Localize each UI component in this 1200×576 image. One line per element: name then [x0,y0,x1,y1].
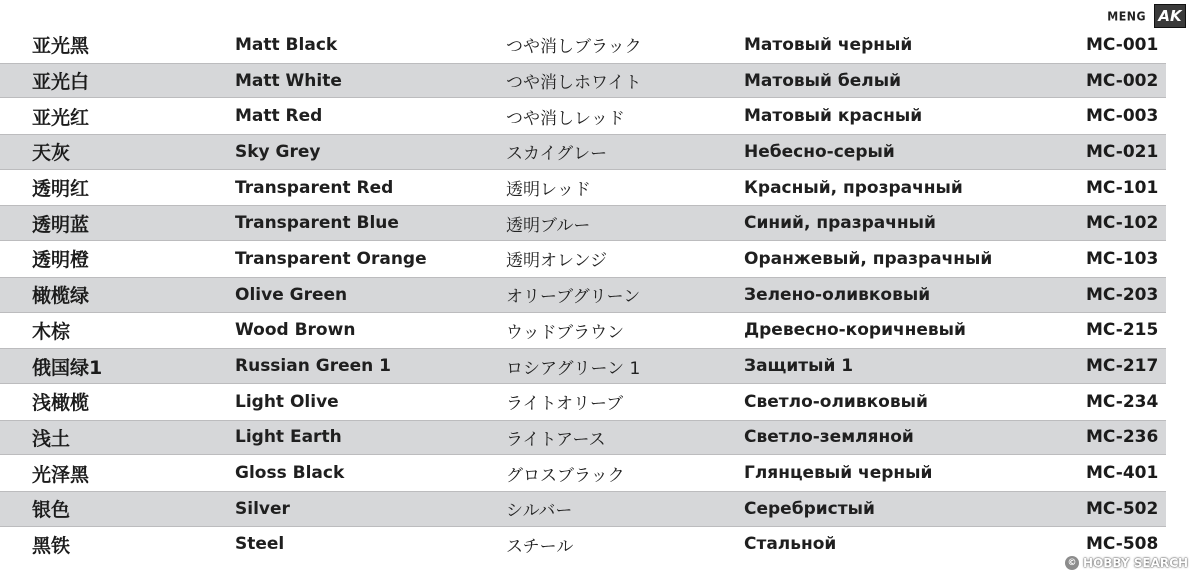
japanese-name: 透明レッド [506,180,591,201]
japanese-name: つや消しブラック [506,37,642,58]
japanese-name: ライトオリーブ [506,394,624,415]
meng-logo: MENG [1107,8,1146,24]
english-name: Light Earth [235,427,342,448]
product-code: MC-236 [1086,427,1159,448]
table-row [0,348,1166,384]
table-row [0,170,1200,206]
table-row [0,27,1200,63]
product-code: MC-021 [1086,141,1159,162]
product-code: MC-001 [1086,34,1159,55]
product-code: MC-003 [1086,106,1159,127]
japanese-name: 透明ブルー [506,215,591,236]
english-name: Matt White [235,70,342,91]
table-row [0,98,1200,134]
table-row [0,455,1200,491]
russian-name: Матовый черный [744,34,913,55]
product-code: MC-234 [1086,391,1159,412]
english-name: Sky Grey [235,141,321,162]
english-name: Olive Green [235,284,348,305]
russian-name: Оранжевый, празрачный [744,248,993,269]
chinese-name: 木棕 [32,320,71,343]
table-row [0,313,1200,349]
product-code: MC-217 [1086,356,1159,377]
japanese-name: スチール [506,536,574,557]
japanese-name: 透明オレンジ [506,251,608,272]
product-code: MC-401 [1086,463,1159,484]
chinese-name: 橄榄绿 [32,285,90,308]
chinese-name: 浅土 [32,427,71,450]
japanese-name: グロスブラック [506,465,625,486]
russian-name: Серебристый [744,498,875,519]
japanese-name: オリーブグリーン [506,287,641,308]
russian-name: Матовый белый [744,70,902,91]
chinese-name: 黑铁 [32,534,71,557]
copyright-icon: © [1065,556,1079,570]
chinese-name: 浅橄榄 [32,392,90,415]
english-name: Gloss Black [235,463,345,484]
table-row [0,491,1166,527]
table-row [0,384,1200,420]
russian-name: Матовый красный [744,106,923,127]
chinese-name: 亚光红 [32,106,90,129]
product-code: MC-502 [1086,498,1159,519]
ak-logo: AK [1154,4,1186,28]
product-code: MC-215 [1086,320,1159,341]
table-row [0,277,1166,313]
chinese-name: 俄国绿1 [32,356,103,379]
english-name: Silver [235,498,290,519]
english-name: Transparent Red [235,177,394,198]
watermark-text: HOBBY SEARCH [1083,556,1188,570]
english-name: Transparent Orange [235,248,427,269]
hobby-search-watermark [1065,556,1188,570]
chinese-name: 透明蓝 [32,213,90,236]
russian-name: Стальной [744,534,837,555]
table-row [0,420,1166,456]
chinese-name: 亚光白 [32,71,90,94]
product-code: MC-102 [1086,213,1159,234]
english-name: Steel [235,534,285,555]
table-row [0,527,1200,563]
japanese-name: ライトアース [506,429,606,450]
japanese-name: スカイグレー [506,144,608,165]
product-code: MC-103 [1086,248,1159,269]
english-name: Russian Green 1 [235,356,391,377]
russian-name: Светло-земляной [744,427,914,448]
russian-name: Зелено-оливковый [744,284,931,305]
table-row [0,241,1200,277]
product-code: MC-508 [1086,534,1159,555]
japanese-name: ウッドブラウン [506,322,625,343]
chinese-name: 光泽黑 [32,463,90,486]
english-name: Transparent Blue [235,213,399,234]
chinese-name: 天灰 [32,142,71,165]
russian-name: Древесно-коричневый [744,320,966,341]
japanese-name: つや消しホワイト [506,73,642,94]
russian-name: Светло-оливковый [744,391,928,412]
english-name: Matt Black [235,34,338,55]
paint-color-table [0,27,1200,562]
english-name: Matt Red [235,106,323,127]
russian-name: Синий, празрачный [744,213,936,234]
russian-name: Небесно-серый [744,141,895,162]
chinese-name: 透明橙 [32,249,90,272]
japanese-name: ロシアグリーン 1 [506,358,641,379]
table-row [0,205,1166,241]
chinese-name: 透明红 [32,178,90,201]
russian-name: Красный, прозрачный [744,177,963,198]
chinese-name: 银色 [32,499,71,522]
russian-name: Защитый 1 [744,356,854,377]
table-row [0,63,1166,99]
japanese-name: シルバー [506,501,573,522]
product-code: MC-203 [1086,284,1159,305]
table-row [0,134,1166,170]
japanese-name: つや消しレッド [506,108,625,129]
russian-name: Глянцевый черный [744,463,933,484]
english-name: Wood Brown [235,320,356,341]
chinese-name: 亚光黑 [32,35,90,58]
brand-logos [1107,4,1186,28]
product-code: MC-002 [1086,70,1159,91]
english-name: Light Olive [235,391,339,412]
product-code: MC-101 [1086,177,1159,198]
